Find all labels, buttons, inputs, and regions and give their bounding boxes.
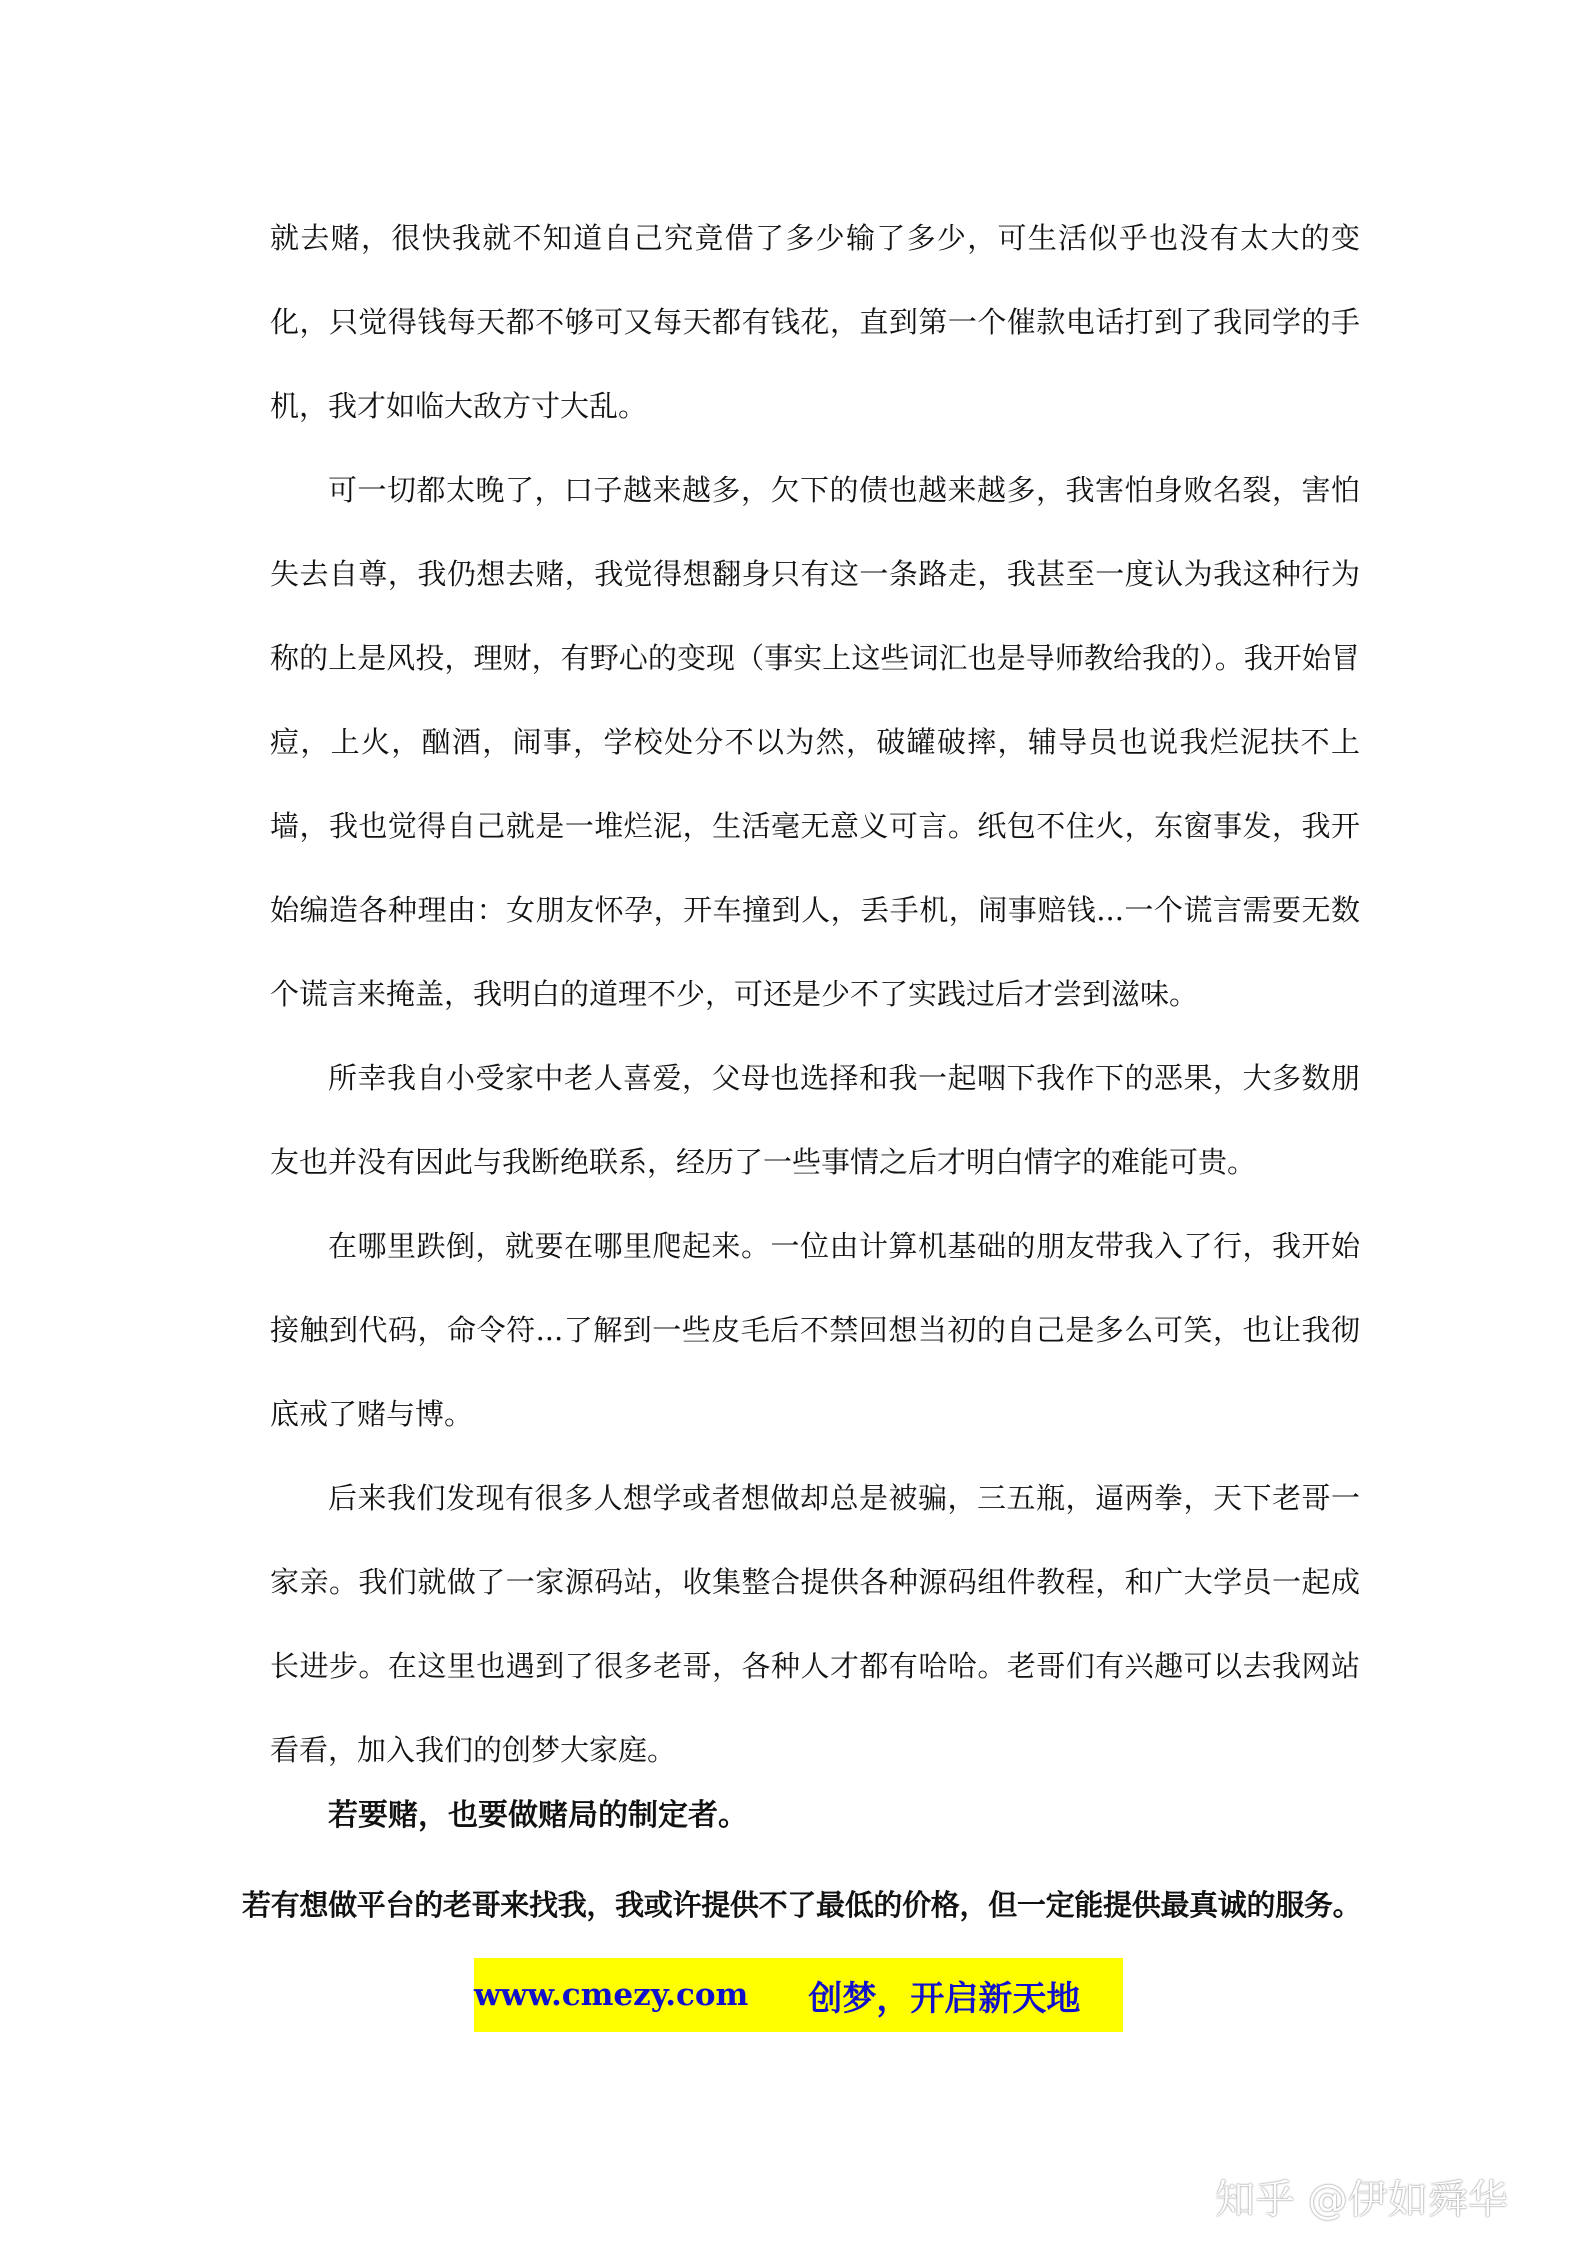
paragraph-4: 在哪里跌倒，就要在哪里爬起来。一位由计算机基础的朋友带我入了行，我开始接触到代码，命令符...了解到一些皮毛后不禁回想当初的自己是多么可笑，也让我彻底戒了赌与博。: [270, 1229, 1360, 1431]
article-body: [270, 196, 1360, 1792]
paragraph-2: 可一切都太晚了，口子越来越多，欠下的债也越来越多，我害怕身败名裂，害怕失去自尊，我仍想去赌，我觉得想翻身只有这一条路走，我甚至一度认为我这种行为称的上是风投，理财，有野心的变现（事实上这些词汇也是导师教给我的）。我开始冒痘，上火，酗酒，闹事，学校处分不以为然，破罐破摔，辅导员也说我烂泥扶不上墙，我也觉得自己就是一堆烂泥，生活毫无意义可言。纸包不住火，东窗事发，我开始编造各种理由：女朋友怀孕，开车撞到人，丢手机，闹事赔钱...一个谎言需要无数个谎言来掩盖，我明白的道理不少，可还是少不了实践过后才尝到滋味。: [270, 473, 1360, 1011]
emphasis-statement: 若要赌，也要做赌局的制定者。: [328, 1798, 748, 1833]
service-offer: 若有想做平台的老哥来找我，我或许提供不了最低的价格，但一定能提供最真诚的服务。: [242, 1888, 1362, 1922]
website-link[interactable]: www.cmezy.com: [474, 1977, 749, 2013]
paragraph-1: 就去赌，很快我就不知道自己究竟借了多少输了多少，可生活似乎也没有太大的变化，只觉得钱每天都不够可又每天都有钱花，直到第一个催款电话打到了我同学的手机，我才如临大敌方寸大乱。: [270, 221, 1360, 423]
promo-banner: [474, 1958, 1123, 2032]
banner-slogan: 创梦，开启新天地: [808, 1978, 1081, 2019]
zhihu-watermark: 知乎 @伊如舜华: [1215, 2177, 1508, 2223]
paragraph-5: 后来我们发现有很多人想学或者想做却总是被骗，三五瓶，逼两拳，天下老哥一家亲。我们就做了一家源码站，收集整合提供各种源码组件教程，和广大学员一起成长进步。在这里也遇到了很多老哥，各种人才都有哈哈。老哥们有兴趣可以去我网站看看，加入我们的创梦大家庭。: [270, 1481, 1360, 1767]
paragraph-3: 所幸我自小受家中老人喜爱，父母也选择和我一起咽下我作下的恶果，大多数朋友也并没有因此与我断绝联系，经历了一些事情之后才明白情字的难能可贵。: [270, 1061, 1360, 1179]
